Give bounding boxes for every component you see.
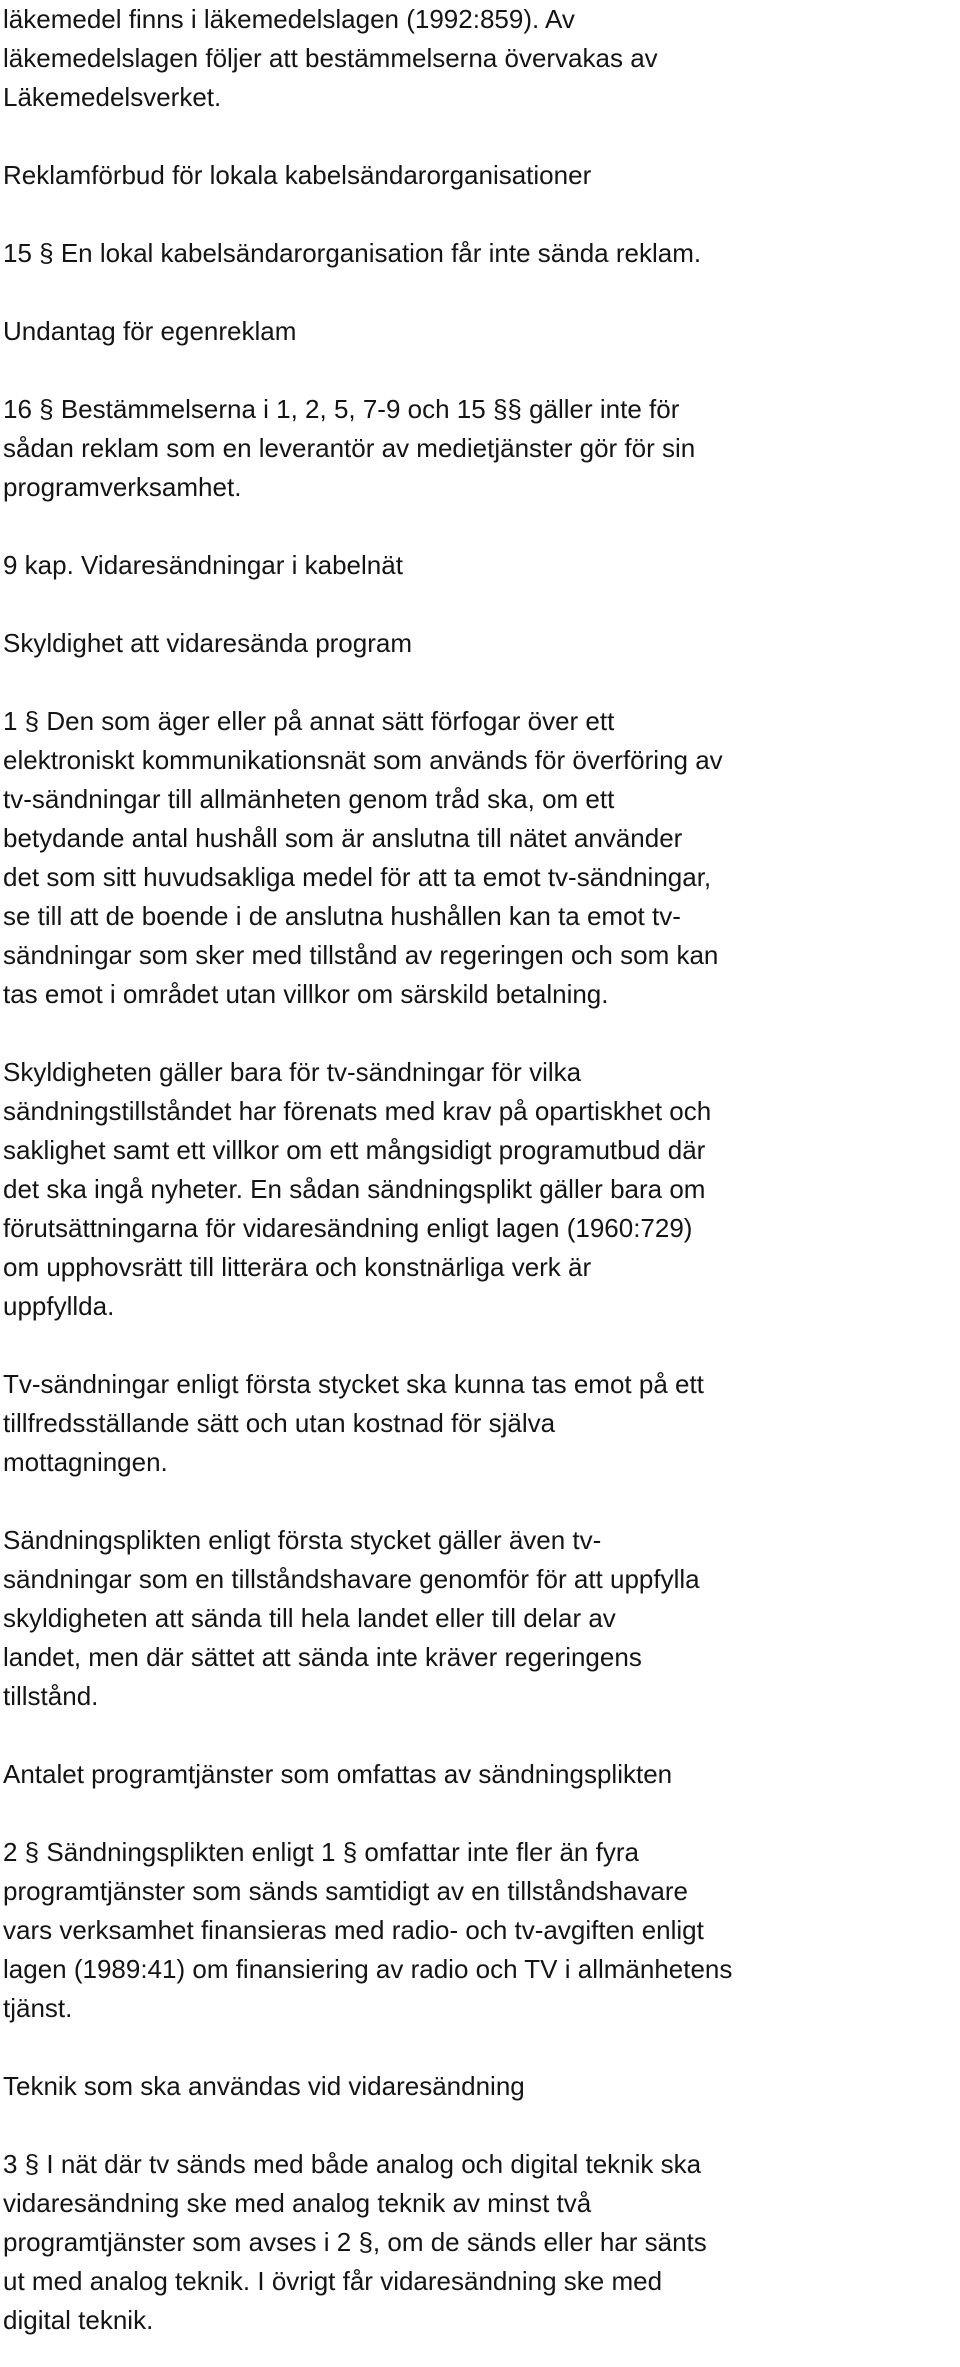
- document-page: [3, 0, 955, 2340]
- paragraph-gap: [3, 1482, 955, 1521]
- paragraph-gap: [3, 1794, 955, 1833]
- paragraph-gap: [3, 1716, 955, 1755]
- text-line: programverksamhet.: [3, 472, 242, 502]
- text-line: Antalet programtjänster som omfattas av sändningsplikten: [3, 1759, 673, 1789]
- text-line: 15 § En lokal kabelsändarorganisation får inte sända reklam.: [3, 238, 702, 268]
- text-line: sändningar som en tillståndshavare genomför för att uppfylla: [3, 1564, 700, 1594]
- text-line: läkemedel finns i läkemedelslagen (1992:859). Av: [3, 4, 575, 34]
- paragraph-gap: [3, 507, 955, 546]
- text-line: sändningar som sker med tillstånd av regeringen och som kan: [3, 940, 719, 970]
- text-line: digital teknik.: [3, 2305, 154, 2335]
- text-line: tas emot i området utan villkor om särskild betalning.: [3, 979, 609, 1009]
- text-line: Teknik som ska användas vid vidaresändning: [3, 2071, 525, 2101]
- text-line: 9 kap. Vidaresändningar i kabelnät: [3, 550, 403, 580]
- text-line: 3 § I nät där tv sänds med både analog och digital teknik ska: [3, 2149, 702, 2179]
- text-line: mottagningen.: [3, 1447, 168, 1477]
- text-line: det som sitt huvudsakliga medel för att ta emot tv-sändningar,: [3, 862, 712, 892]
- paragraph-gap: [3, 1014, 955, 1053]
- text-line: elektroniskt kommunikationsnät som används för överföring av: [3, 745, 723, 775]
- text-line: landet, men där sättet att sända inte kräver regeringens: [3, 1642, 642, 1672]
- text-line: programtjänster som avses i 2 §, om de sänds eller har sänts: [3, 2227, 707, 2257]
- text-line: tillstånd.: [3, 1681, 99, 1711]
- paragraph-gap: [3, 2106, 955, 2145]
- text-line: skyldigheten att sända till hela landet eller till delar av: [3, 1603, 616, 1633]
- text-line: Skyldigheten gäller bara för tv-sändningar för vilka: [3, 1057, 582, 1087]
- text-line: betydande antal hushåll som är anslutna till nätet använder: [3, 823, 683, 853]
- paragraph-gap: [3, 195, 955, 234]
- text-line: Sändningsplikten enligt första stycket gäller även tv-: [3, 1525, 602, 1555]
- text-line: tv-sändningar till allmänheten genom tråd ska, om ett: [3, 784, 615, 814]
- text-line: ut med analog teknik. I övrigt får vidaresändning ske med: [3, 2266, 663, 2296]
- text-line: om upphovsrätt till litterära och konstnärliga verk är: [3, 1252, 592, 1282]
- paragraph-gap: [3, 585, 955, 624]
- text-line: Reklamförbud för lokala kabelsändarorganisationer: [3, 160, 592, 190]
- paragraph-gap: [3, 273, 955, 312]
- text-line: sådan reklam som en leverantör av medietjänster gör för sin: [3, 433, 696, 463]
- text-line: vidaresändning ske med analog teknik av minst två: [3, 2188, 592, 2218]
- text-line: tillfredsställande sätt och utan kostnad för själva: [3, 1408, 556, 1438]
- paragraph-gap: [3, 1326, 955, 1365]
- text-line: uppfyllda.: [3, 1291, 115, 1321]
- text-line: Skyldighet att vidaresända program: [3, 628, 413, 658]
- text-line: vars verksamhet finansieras med radio- och tv-avgiften enligt: [3, 1915, 704, 1945]
- text-line: lagen (1989:41) om finansiering av radio och TV i allmänhetens: [3, 1954, 733, 1984]
- paragraph-gap: [3, 663, 955, 702]
- paragraph-gap: [3, 117, 955, 156]
- paragraph-gap: [3, 2028, 955, 2067]
- text-line: Tv-sändningar enligt första stycket ska kunna tas emot på ett: [3, 1369, 704, 1399]
- text-line: Läkemedelsverket.: [3, 82, 222, 112]
- text-line: förutsättningarna för vidaresändning enligt lagen (1960:729): [3, 1213, 693, 1243]
- text-line: det ska ingå nyheter. En sådan sändningsplikt gäller bara om: [3, 1174, 706, 1204]
- text-line: 2 § Sändningsplikten enligt 1 § omfattar inte fler än fyra: [3, 1837, 639, 1867]
- text-line: tjänst.: [3, 1993, 73, 2023]
- text-line: 1 § Den som äger eller på annat sätt förfogar över ett: [3, 706, 615, 736]
- paragraph-gap: [3, 351, 955, 390]
- text-line: saklighet samt ett villkor om ett mångsidigt programutbud där: [3, 1135, 706, 1165]
- text-line: 16 § Bestämmelserna i 1, 2, 5, 7-9 och 15 §§ gäller inte för: [3, 394, 680, 424]
- text-line: läkemedelslagen följer att bestämmelserna övervakas av: [3, 43, 658, 73]
- text-line: programtjänster som sänds samtidigt av en tillståndshavare: [3, 1876, 688, 1906]
- text-line: Undantag för egenreklam: [3, 316, 297, 346]
- text-line: sändningstillståndet har förenats med krav på opartiskhet och: [3, 1096, 712, 1126]
- text-line: se till att de boende i de anslutna hushållen kan ta emot tv-: [3, 901, 681, 931]
